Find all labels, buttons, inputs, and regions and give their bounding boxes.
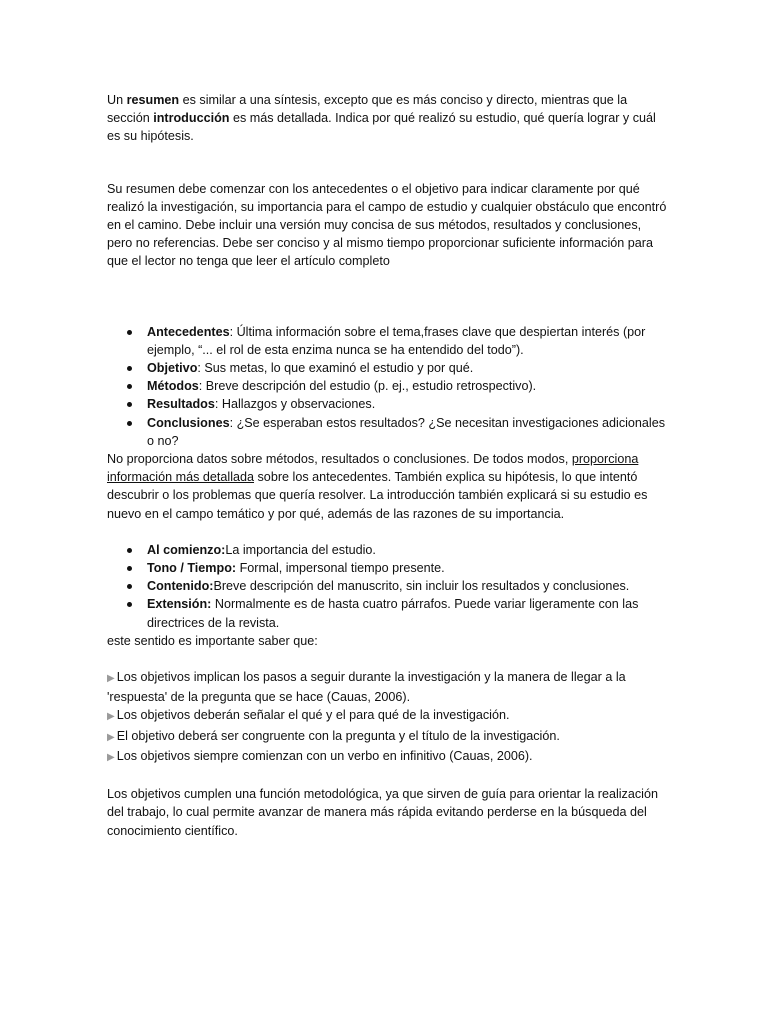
intro-text-3: es más detallada. Indica por qué realizó su estudio, qué quería lograr y cuál es su hipótesis. xyxy=(107,111,656,144)
list-term: Antecedentes xyxy=(147,324,230,339)
list-term: Conclusiones xyxy=(147,415,230,430)
list-item xyxy=(107,747,667,767)
list-term: Al comienzo: xyxy=(147,542,226,557)
summary-components-list xyxy=(107,323,667,450)
list-text: Formal, impersonal tiempo presente. xyxy=(236,561,445,576)
triangle-right-icon: ▶ xyxy=(107,751,115,763)
sense-paragraph: este sentido es importante saber que: xyxy=(107,633,318,648)
list-text: Breve descripción del manuscrito, sin incluir los resultados y conclusiones. xyxy=(213,579,630,594)
list-text: Normalmente es de hasta cuatro párrafos. Puede variar ligeramente con las directrices de la revista. xyxy=(147,597,639,630)
detailed-info-link[interactable]: proporciona información más detallada xyxy=(107,452,639,485)
triangle-right-icon: ▶ xyxy=(107,711,115,723)
list-item xyxy=(107,595,667,631)
list-item xyxy=(107,559,667,577)
list-text: La importancia del estudio. xyxy=(225,542,376,557)
list-item xyxy=(107,727,667,747)
objectives-list xyxy=(107,668,667,767)
summary-paragraph: Su resumen debe comenzar con los antecedentes o el objetivo para indicar claramente por qué realizó la investigación, su importancia para el campo de estudio y cualquier obstáculo que encontró en el camino. Debe incluir una versión muy concisa de sus métodos, resultados y conclusiones, pero no referencias. Debe ser conciso y al mismo tiempo proporcionar suficiente información para que el lector no tenga que leer el artículo completo xyxy=(107,181,667,269)
list-item xyxy=(107,668,667,706)
objective-text: Los objetivos deberán señalar el qué y el para qué de la investigación. xyxy=(116,708,510,723)
document-body xyxy=(107,91,667,840)
list-item xyxy=(107,359,667,377)
list-term: Objetivo xyxy=(147,361,198,376)
list-term: Resultados xyxy=(147,397,215,412)
list-text: : Última información sobre el tema,frases clave que despiertan interés (por ejemplo, “... el rol de esta enzima nunca se ha entendido del todo”). xyxy=(147,324,646,357)
introduction-paragraph xyxy=(107,450,667,523)
list-term: Extensión: xyxy=(147,597,212,612)
list-term: Tono / Tiempo: xyxy=(147,561,237,576)
list-item xyxy=(107,377,667,395)
triangle-right-icon: ▶ xyxy=(107,731,115,743)
list-item xyxy=(107,541,667,559)
list-term: Contenido: xyxy=(147,579,214,594)
term-resumen: resumen xyxy=(126,93,180,107)
list-text: : Hallazgos y observaciones. xyxy=(214,397,376,412)
objective-text: El objetivo deberá ser congruente con la pregunta y el título de la investigación. xyxy=(116,728,560,743)
intro-text-1: Un xyxy=(107,93,127,107)
intro-text-2: es similar a una síntesis, excepto que es más conciso y directo, mientras que la sección xyxy=(107,93,628,126)
triangle-right-icon: ▶ xyxy=(107,673,115,685)
list-item xyxy=(107,706,667,726)
list-item xyxy=(107,414,667,450)
para3-text-2: sobre los antecedentes. También explica su hipótesis, lo que intentó descubrir o los problemas que quería resolver. La introducción también explicará si su estudio es nuevo en el campo temático y por qué, además de las razones de su importancia. xyxy=(107,470,648,521)
intro-paragraph xyxy=(107,91,667,146)
list-text: : Breve descripción del estudio (p. ej., estudio retrospectivo). xyxy=(198,379,537,394)
methodology-paragraph: Los objetivos cumplen una función metodológica, ya que sirven de guía para orientar la realización del trabajo, lo cual permite avanzar de manera más rápida evitando perderse en la búsqueda del conocimiento científico. xyxy=(107,787,658,838)
list-text: : ¿Se esperaban estos resultados? ¿Se necesitan investigaciones adicionales o no? xyxy=(147,415,666,448)
objective-text: Los objetivos implican los pasos a seguir durante la investigación y la manera de llegar a la 'respuesta' de la pregunta que se hace (Cauas, 2006). xyxy=(107,670,626,705)
list-text: : Sus metas, lo que examinó el estudio y por qué. xyxy=(197,361,474,376)
list-item xyxy=(107,323,667,359)
list-item xyxy=(107,577,667,595)
term-introduccion: introducción xyxy=(153,111,230,126)
list-term: Métodos xyxy=(147,379,199,394)
para3-text-1: No proporciona datos sobre métodos, resultados o conclusiones. De todos modos, xyxy=(107,452,572,467)
introduction-features-list xyxy=(107,541,667,632)
objective-text: Los objetivos siempre comienzan con un verbo en infinitivo (Cauas, 2006). xyxy=(116,748,533,763)
list-item xyxy=(107,395,667,413)
